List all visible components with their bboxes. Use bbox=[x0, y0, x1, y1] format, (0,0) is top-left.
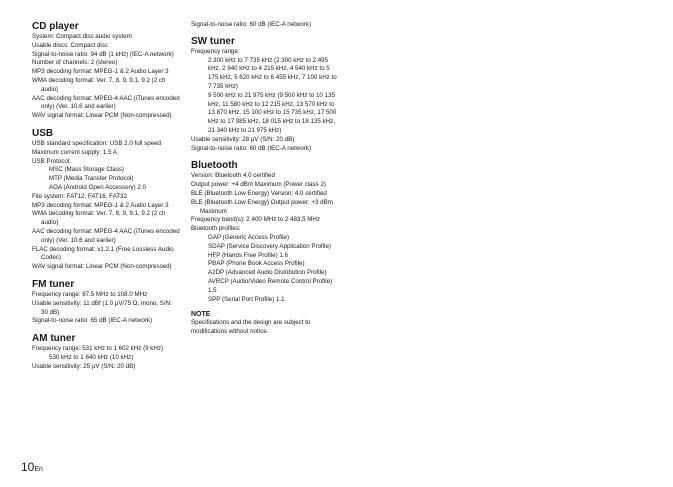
usb-heading: USB bbox=[32, 127, 54, 139]
spec-line: Frequency range: 531 kHz to 1 602 kHz (9 kHz) bbox=[32, 345, 164, 353]
spec-line: AVRCP (Audio/Video Remote Control Profile) 1.5 bbox=[208, 277, 333, 294]
spec-line: Maximum current supply: 1.5 A bbox=[32, 148, 117, 156]
note-title: NOTE bbox=[191, 311, 211, 319]
spec-line: Usable discs: Compact disc bbox=[32, 41, 108, 49]
spec-line: Usable sensitivity: 25 µV (S/N: 20 dB) bbox=[32, 362, 136, 370]
am-tuner-section bbox=[32, 332, 180, 371]
spec-line: PBAP (Phone Book Access Profile) bbox=[208, 260, 305, 268]
bluetooth-section bbox=[191, 159, 339, 304]
spec-line: Usable sensitivity: 11 dBf (1.0 µV/75 Ω, mono, S/N: 30 dB) bbox=[32, 299, 172, 316]
spec-line: A2DP (Advanced Audio Distribution Profile) bbox=[208, 269, 327, 277]
right-column-sections bbox=[191, 35, 339, 305]
spec-line: FLAC decoding format: v1.2.1 (Free Lossless Audio Codec) bbox=[32, 245, 174, 262]
spec-line: File system: FAT12, FAT16, FAT32 bbox=[32, 192, 127, 200]
page-footer bbox=[21, 458, 43, 476]
spec-line: BLE (Bluetooth Low Energy) Version: 4.0 certified bbox=[191, 189, 327, 197]
spec-line: WAV signal format: Linear PCM (Non-compressed) bbox=[32, 112, 172, 120]
spec-line: 9 500 kHz to 21 975 kHz (9 500 kHz to 10 135 kHz, 11 580 kHz to 12 215 kHz, 13 570 kHz to 13 870 kHz, 15 100 kHz to 15 735 kHz, 17 500 kHz to 17 985 kHz, 18 015 kHz to 18 135 kHz, 21 340 kHz to 21 975 kHz) bbox=[208, 91, 337, 134]
spec-line: AAC decoding format: MPEG-4 AAC (iTunes encoded only) (Ver. 10.6 and earlier) bbox=[32, 227, 180, 244]
spec-line: Frequency range: 87.5 MHz to 108.0 MHz bbox=[32, 290, 148, 298]
sw-tuner-section bbox=[191, 35, 339, 154]
spec-line: 2 300 kHz to 7 735 kHz (2 300 kHz to 2 495 kHz, 2 940 kHz to 4 215 kHz, 4 540 kHz to 5 175 kHz, 5 820 kHz to 6 455 kHz, 7 100 kHz to 7 735 kHz) bbox=[208, 56, 337, 90]
right-column-top-lines bbox=[191, 21, 339, 30]
spec-line: Signal-to-noise ratio: 60 dB (IEC-A network) bbox=[191, 21, 312, 28]
spec-line: HFP (Hands Free Profile) 1.6 bbox=[208, 251, 289, 259]
spec-line: SDAP (Service Discovery Application Profile) bbox=[208, 242, 331, 250]
spec-line: Output power: +4 dBm Maximum (Power class 2) bbox=[191, 181, 326, 189]
spec-line: Version: Bluetooth 4.0 certified bbox=[191, 172, 275, 180]
note-body: Specifications and the design are subject to modifications without notice. bbox=[191, 319, 311, 336]
spec-line: MSC (Mass Storage Class) bbox=[49, 166, 124, 174]
sw-tuner-heading: SW tuner bbox=[191, 35, 235, 47]
spec-line: Number of channels: 2 (stereo) bbox=[32, 59, 118, 67]
spec-line: AAC decoding format: MPEG-4 AAC (iTunes encoded only) (Ver. 10.6 and earlier) bbox=[32, 94, 180, 111]
page-language: En bbox=[34, 466, 43, 473]
page-number: 10 bbox=[21, 460, 35, 474]
spec-line: Usable sensitivity: 28 µV (S/N: 20 dB) bbox=[191, 135, 295, 143]
spec-line: WMA decoding format: Ver. 7, 8, 9, 9.1, 9.2 (2 ch audio) bbox=[32, 76, 166, 93]
usb-section bbox=[32, 127, 180, 272]
spec-line: USB standard specification: USB 2.0 full speed bbox=[32, 139, 161, 147]
bluetooth-heading: Bluetooth bbox=[191, 160, 238, 172]
spec-line: BLE (Bluetooth Low Energy) Output power: +3 dBm Maximum bbox=[191, 198, 333, 215]
note-section bbox=[191, 310, 339, 337]
cd-player-heading: CD player bbox=[32, 21, 79, 32]
fm-tuner-heading: FM tuner bbox=[32, 278, 75, 290]
spec-line: System: Compact disc audio system bbox=[32, 33, 132, 40]
cd-player-section bbox=[32, 20, 180, 121]
spec-line: SPP (Serial Port Profile) 1.1 bbox=[208, 295, 285, 303]
spec-line: WAV signal format: Linear PCM (Non-compressed) bbox=[32, 263, 172, 271]
spec-line: GAP (Generic Access Profile) bbox=[208, 233, 290, 241]
fm-tuner-section bbox=[32, 278, 180, 326]
spec-line: Signal-to-noise ratio: 60 dB (IEC-A network) bbox=[191, 144, 312, 152]
spec-line: AOA (Android Open Accessory) 2.0 bbox=[49, 183, 146, 191]
spec-line: MP3 decoding format: MPEG-1 & 2 Audio Layer 3 bbox=[32, 201, 169, 209]
left-column bbox=[32, 20, 180, 378]
spec-line: MP3 decoding format: MPEG-1 & 2 Audio Layer 3 bbox=[32, 68, 169, 76]
am-tuner-heading: AM tuner bbox=[32, 333, 76, 345]
spec-line: Frequency range: bbox=[191, 47, 240, 55]
spec-line: WMA decoding format: Ver. 7, 8, 9, 9.1, 9.2 (2 ch audio) bbox=[32, 210, 166, 227]
right-column bbox=[191, 21, 339, 343]
spec-line: USB Protocol: bbox=[32, 157, 71, 165]
spec-line: Bluetooth profiles: bbox=[191, 225, 241, 233]
spec-line: Signal-to-noise ratio: 65 dB (IEC-A network) bbox=[32, 317, 153, 325]
spec-line: 530 kHz to 1 640 kHz (10 kHz) bbox=[49, 353, 134, 361]
spec-line: MTP (Media Transfer Protocol) bbox=[49, 175, 134, 183]
spec-line: Frequency band(s): 2 400 MHz to 2 483.5 MHz bbox=[191, 216, 320, 224]
spec-line: Signal-to-noise ratio: 94 dB (1 kHz) (IEC-A network) bbox=[32, 50, 174, 58]
